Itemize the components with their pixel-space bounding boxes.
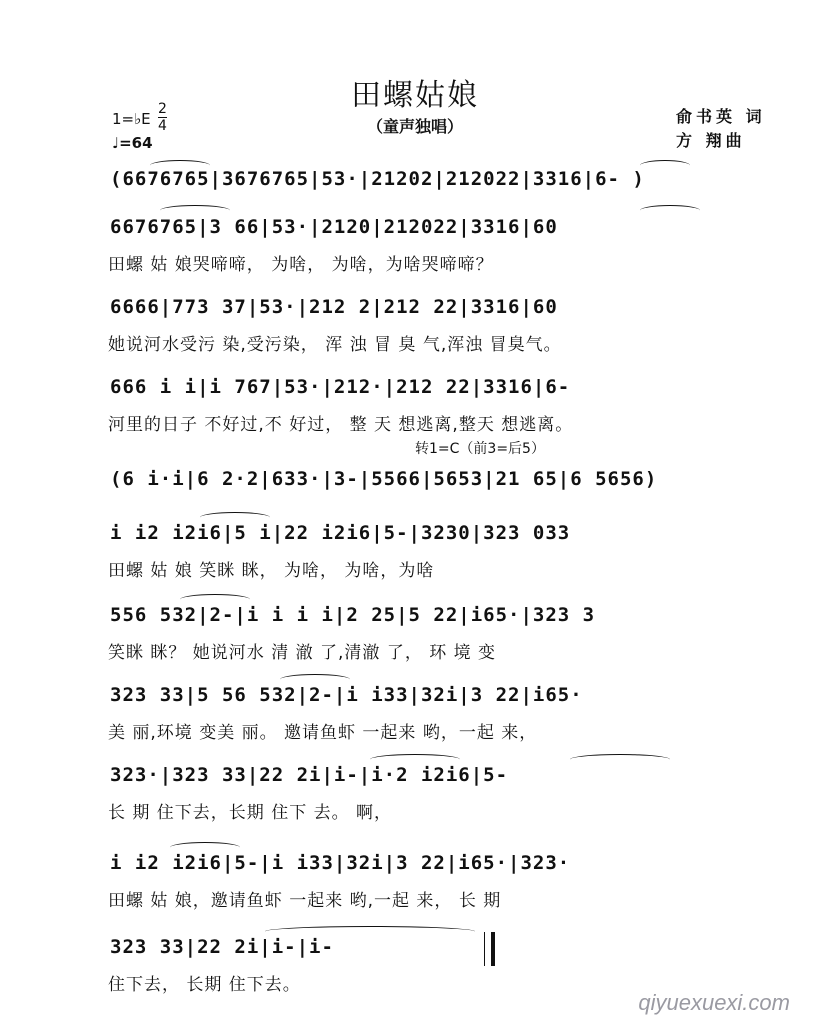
- slur-mark: [265, 926, 475, 937]
- slur-mark: [280, 674, 350, 685]
- lyricist-credit: 俞书英 词: [676, 107, 766, 126]
- slur-mark: [570, 754, 670, 765]
- notes-line: (6 i·i|6 2·2|633·|3-|5566|5653|21 65|6 5656): [110, 468, 658, 490]
- lyrics-line: 河里的日子 不好过,不 好过， 整 天 想逃离,整天 想逃离。: [108, 415, 574, 435]
- lyrics-line: 笑眯 眯？ 她说河水 清 澈 了,清澈 了， 环 境 变: [108, 643, 497, 663]
- notes-line: 6676765|3 66|53·|2120|212022|3316|60: [110, 216, 558, 238]
- notes-line: 323 33|5 56 532|2-|i i33|32i|3 22|i65·: [110, 684, 583, 706]
- slur-mark: [640, 205, 700, 216]
- lyrics-line: 长 期 住下去，长期 住下 去。 啊，: [108, 803, 393, 823]
- notes-line: i i2 i2i6|5-|i i33|32i|3 22|i65·|323·: [110, 852, 571, 874]
- notes-line: (6676765|3676765|53·|21202|212022|3316|6- ): [110, 168, 645, 190]
- final-barline: [484, 932, 495, 966]
- song-subtitle: （童声独唱）: [366, 117, 463, 136]
- lyrics-line: 她说河水受污 染,受污染， 浑 浊 冒 臭 气,浑浊 冒臭气。: [108, 335, 562, 355]
- slur-mark: [200, 512, 270, 523]
- slur-mark: [180, 594, 250, 605]
- modulation-marking: 转1=C（前3=后5）: [415, 441, 545, 457]
- notes-line: 323 33|22 2i|i-|i-: [110, 936, 334, 958]
- tempo-marking: ♩=64: [112, 134, 153, 152]
- notes-line: 666 i i|i 767|53·|212·|212 22|3316|6-: [110, 376, 571, 398]
- notes-line: 556 532|2-|i i i i|2 25|5 22|i65·|323 3: [110, 604, 596, 626]
- lyrics-line: 田螺 姑 娘 笑眯 眯， 为啥， 为啥，为啥: [108, 561, 435, 581]
- lyrics-line: 住下去， 长期 住下去。: [108, 975, 301, 995]
- site-watermark: qiyuexuexi.com: [638, 990, 790, 1015]
- slur-mark: [640, 160, 690, 171]
- song-title: 田螺姑娘: [351, 78, 479, 113]
- lyrics-line: 美 丽,环境 变美 丽。 邀请鱼虾 一起来 哟，一起 来，: [108, 723, 538, 743]
- time-signature: [158, 102, 167, 133]
- slur-mark: [150, 160, 210, 171]
- notes-line: i i2 i2i6|5 i|22 i2i6|5-|3230|323 033: [110, 522, 571, 544]
- notes-line: 323·|323 33|22 2i|i-|i·2 i2i6|5-: [110, 764, 509, 786]
- lyrics-line: 田螺 姑 娘哭啼啼， 为啥， 为啥，为啥哭啼啼？: [108, 255, 494, 275]
- lyrics-line: 田螺 姑 娘，邀请鱼虾 一起来 哟,一起 来， 长 期: [108, 891, 502, 911]
- slur-mark: [370, 754, 460, 765]
- meter-top: 2: [158, 101, 167, 117]
- notes-line: 6666|773 37|53·|212 2|212 22|3316|60: [110, 296, 558, 318]
- key-signature: 1=♭E: [112, 110, 151, 128]
- composer-credit: 方 翔曲: [676, 131, 746, 150]
- slur-mark: [160, 205, 230, 216]
- slur-mark: [170, 842, 240, 853]
- meter-bottom: 4: [158, 118, 167, 134]
